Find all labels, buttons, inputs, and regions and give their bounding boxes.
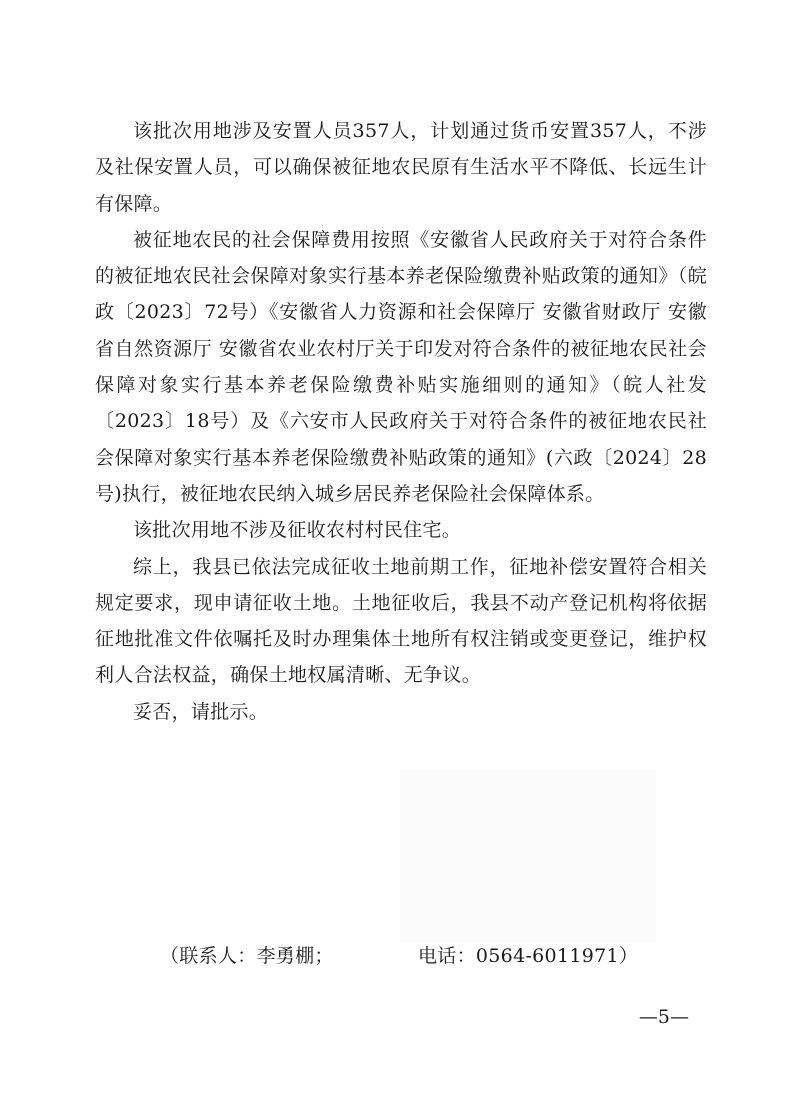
paragraph-summary: 综上，我县已依法完成征收土地前期工作，征地补偿安置符合相关规定要求，现申请征收土地。土地征收后，我县不动产登记机构将依据征地批准文件依嘱托及时办理集体土地所有权注销或变更登记，维护权利人合法权益，确保土地权属清晰、无争议。 (95, 555, 707, 687)
contact-line (160, 938, 640, 974)
paragraph-social-security: 被征地农民的社会保障费用按照《安徽省人民政府关于对符合条件的被征地农民社会保障对象实行基本养老保险缴费补贴政策的通知》（皖政〔2023〕72号）《安徽省人力资源和社会保障厅 安徽省财政厅 安徽省自然资源厅 安徽省农业农村厅关于印发对符合条件的被征地农民社会保障对象实行基本养老保险缴费补贴实施细则的通知》（皖人社发〔2023〕18号）及《六安市人民政府关于对符合条件的被征地农民社会保障对象实行基本养老保险缴费补贴政策的通知》(六政〔2024〕28号)执行，被征地农民纳入城乡居民养老保险社会保障体系。 (95, 228, 707, 505)
seal-area (400, 770, 656, 942)
page-number: —5— (638, 1006, 689, 1028)
paragraph-resettlement: 该批次用地涉及安置人员357人，计划通过货币安置357人，不涉及社保安置人员，可以确保被征地农民原有生活水平不降低、长远生计有保障。 (95, 120, 707, 215)
contact-phone: 电话：0564-6011971） (418, 945, 639, 967)
paragraph-closing: 妥否，请批示。 (133, 700, 269, 723)
contact-person: （联系人：李勇棚； (160, 945, 334, 967)
paragraph-housing: 该批次用地不涉及征收农村村民住宅。 (133, 519, 462, 542)
document-body (95, 113, 707, 730)
